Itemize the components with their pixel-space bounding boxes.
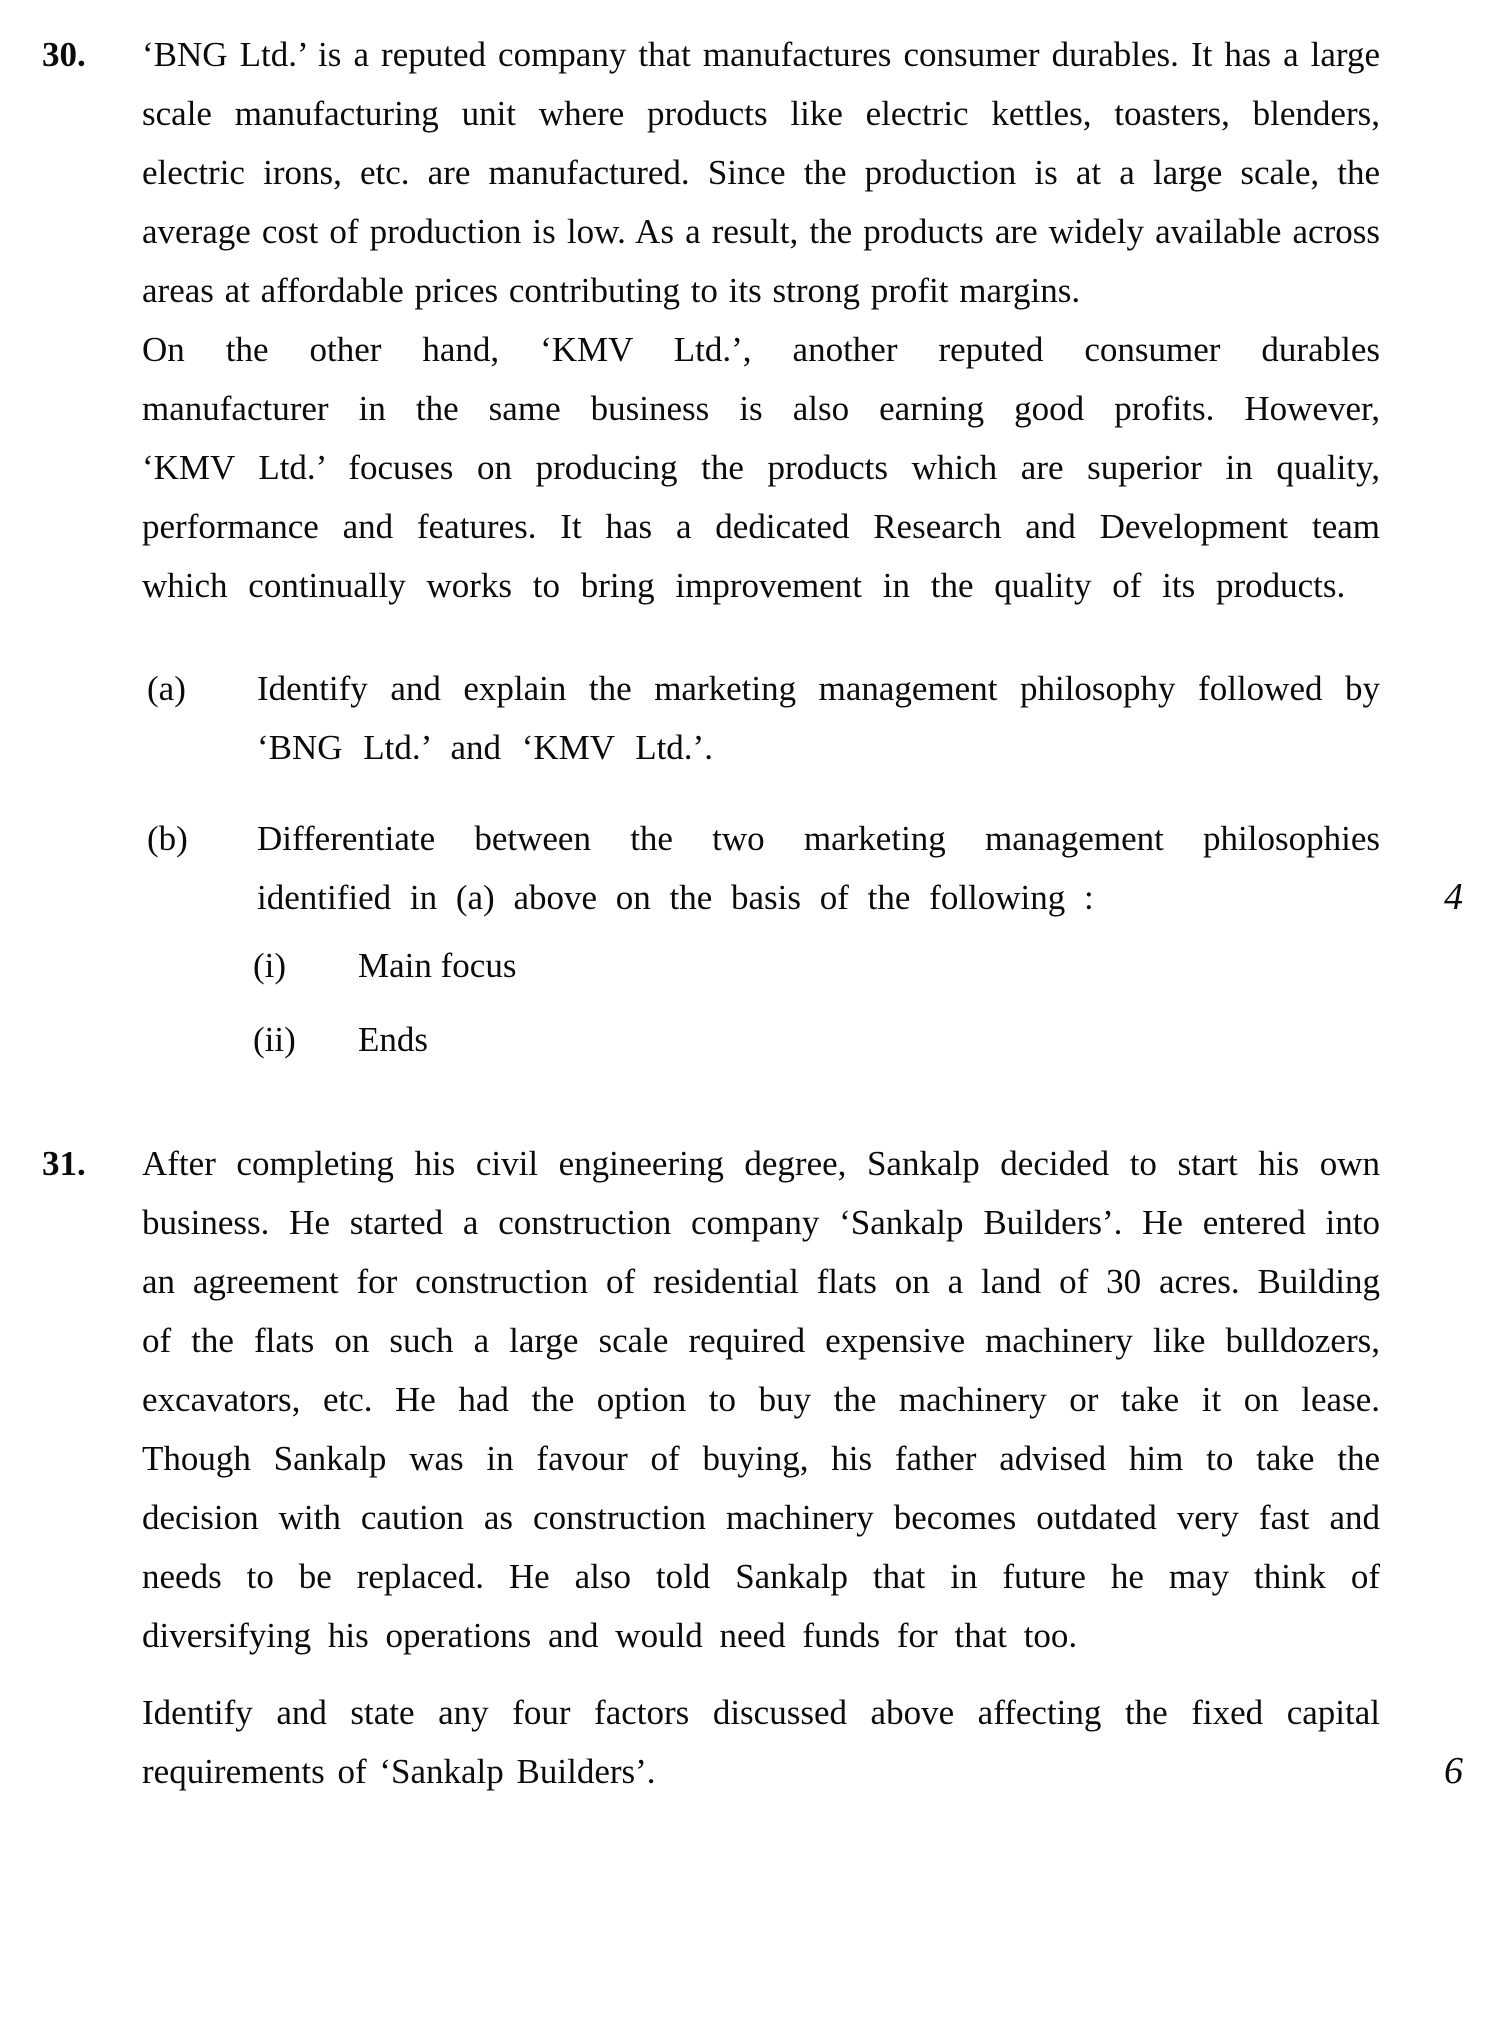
roman-label: (ii) (253, 1020, 296, 1059)
question-31 (0, 1134, 1505, 1801)
subpart-label: (b) (147, 819, 188, 858)
question-paragraph: Identify and state any four factors discussed above affecting the fixed capital requirements of ‘Sankalp Builders’. (142, 1693, 1380, 1791)
question-final-clause (142, 1683, 1463, 1801)
question-paragraph: ‘BNG Ltd.’ is a reputed company that manufactures consumer durables. It has a large scale manufacturing unit where products like electric kettles, toasters, blenders, electric irons, etc. are manufactured. Since the production is at a large scale, the average cost of production is low. As a result, the products are widely available across areas at affordable prices contributing to its strong profit margins. (142, 35, 1380, 310)
subpart-label: (a) (147, 669, 186, 708)
subpart-a (142, 659, 1380, 777)
roman-text: Ends (358, 1020, 428, 1059)
question-number: 31. (42, 1144, 86, 1183)
question-body (142, 25, 1463, 1069)
roman-label: (i) (253, 946, 287, 985)
question-paragraph: After completing his civil engineering degree, Sankalp decided to start his own business. He started a construction company ‘Sankalp Builders’. He entered into an agreement for construction of residential flats on a land of 30 acres. Building of the flats on such a large scale required expensive machinery like bulldozers, excavators, etc. He had the option to buy the machinery or take it on lease. Though Sankalp was in favour of buying, his father advised him to take the decision with caution as construction machinery becomes outdated very fast and needs to be replaced. He also told Sankalp that in future he may think of diversifying his operations and would need funds for that too. (142, 1144, 1380, 1655)
subsubpart-ii (142, 1010, 1380, 1069)
question-30 (0, 25, 1505, 1069)
subpart-text: Identify and explain the marketing management philosophy followed by ‘BNG Ltd.’ and ‘KMV Ltd.’. (257, 669, 1380, 767)
marks-value: 6 (1444, 1750, 1463, 1792)
roman-text: Main focus (358, 946, 517, 985)
subsubpart-i (142, 936, 1380, 995)
marks-value: 4 (1444, 876, 1463, 918)
subpart-text: Differentiate between the two marketing management philosophies identified in (a) above on the basis of the following : (257, 819, 1380, 917)
question-paragraph: On the other hand, ‘KMV Ltd.’, another reputed consumer durables manufacturer in the same business is also earning good profits. However, ‘KMV Ltd.’ focuses on producing the products which are superior in quality, performance and features. It has a dedicated Research and Development team which continually works to bring improvement in the quality of its products. (142, 330, 1380, 605)
question-body (142, 1134, 1463, 1801)
subpart-b (142, 809, 1463, 927)
question-number: 30. (42, 35, 86, 74)
